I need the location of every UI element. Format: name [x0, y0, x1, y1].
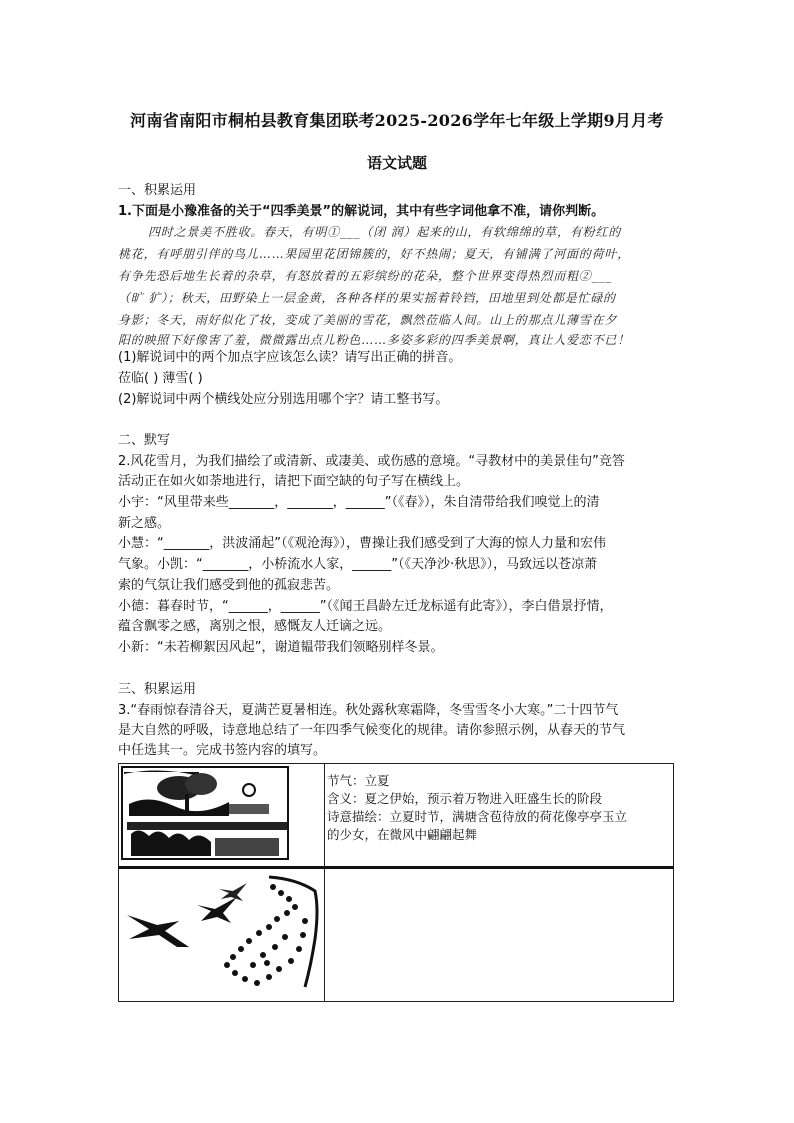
passage-line-4: （旷 犷）；秋天，田野染上一层金黄，各种各样的果实摇着铃铛，田地里到处都是忙碌的	[118, 291, 616, 305]
question-2-line-1: 2.风花雪月，为我们描绘了或清新、或凄美、或伤感的意境。“寻教材中的美景佳句”竞答	[118, 454, 625, 469]
landscape-woodcut-icon	[119, 764, 324, 862]
question-2-line-7: 索的气氛让我们感受到他的孤寂悲苦。	[118, 578, 340, 593]
question-2-line-6: 气象。小凯：“_______，小桥流水人家，______”（《天净沙·秋思》），马致远以苍凉萧	[118, 557, 598, 572]
section-heading-1: 一、积累运用	[118, 183, 197, 198]
spring-illustration	[119, 868, 325, 1002]
question-2-line-10: 小新：“未若柳絮因风起”，谢道韫带我们领略别样冬景。	[118, 640, 444, 655]
passage-line-3: 有争先恐后地生长着的杂草，有怒放着的五彩缤纷的花朵，整个世界变得热烈而粗②___	[118, 269, 613, 283]
question-2-line-8: 小德：暮春时节，“______，______”（《闻王昌龄左迁龙标遥有此寄》），李白借景抒情，	[118, 599, 613, 614]
question-2-line-3: 小宇：“风里带来些_______，_______，______”（《春》），朱自清带给我们嗅觉上的清	[118, 495, 600, 510]
bookmark-answer-area[interactable]	[325, 868, 674, 1002]
passage-line-1: 四时之景美不胜收。春天，有明①___（闭 润）起来的山，有软绵绵的草，有粉红的	[148, 225, 622, 239]
question-3-line-1: 3.“春雨惊春清谷天，夏满芒夏暑相连。秋处露秋寒霜降，冬雪雪冬小大寒。”二十四节气	[118, 703, 619, 718]
bookmark-example-text	[325, 764, 674, 868]
question-1-sub-2: (2)解说词中两个横线处应分别选用哪个字？请工整书写。	[118, 392, 449, 407]
question-3-line-2: 是大自然的呼吸，诗意地总结了一年四季气候变化的规律。请你参照示例，从春天的节气	[118, 723, 626, 738]
question-2-line-4: 新之感。	[118, 516, 171, 531]
question-1-prompt: 1.下面是小豫准备的关于“四季美景”的解说词，其中有些字词他拿不准，请你判断。	[118, 204, 605, 219]
bookmark-table	[118, 763, 674, 1002]
passage-line-2: 桃花，有呼朋引伴的鸟儿……果园里花团锦簇的，好不热闹；夏天，有铺满了河面的荷叶，	[118, 247, 631, 261]
solar-term-label: 节气：立夏	[327, 773, 390, 788]
passage-line-6: 阳的映照下好像害了羞，微微露出点儿粉色……多姿多彩的四季美景啊，真让人爱恋不已！	[118, 333, 631, 347]
exam-subtitle: 语文试题	[366, 154, 427, 172]
lixia-illustration	[119, 764, 325, 868]
question-3-line-3: 中任选其一。完成书签内容的填写。	[118, 743, 327, 758]
passage-line-5: 身影；冬天，雨好似化了妆，变成了美丽的雪花，飘然莅临人间。山上的那点儿薄雪在夕	[118, 313, 618, 327]
question-2-line-9: 蕴含飘零之感，离别之恨，感慨友人迁谪之远。	[118, 619, 392, 634]
question-2-line-5: 小慧：“_______，洪波涌起”（《观沧海》），曹操让我们感受到了大海的惊人力量和宏伟	[118, 536, 606, 551]
section-heading-3: 三、积累运用	[118, 682, 197, 697]
poetic-description-line-1: 诗意描绘：立夏时节，满塘含苞待放的荷花像亭亭玉立	[327, 809, 628, 824]
question-2-line-2: 活动正在如火如荼地进行，请把下面空缺的句子写在横线上。	[118, 474, 470, 489]
poetic-description-line-2: 的少女，在微风中翩翩起舞	[327, 827, 478, 842]
question-1-sub-1: (1)解说词中的两个加点字应该怎么读？请写出正确的拼音。	[118, 350, 462, 365]
section-heading-2: 二、默写	[118, 433, 171, 448]
pinyin-answer-blanks[interactable]: 莅临( ) 薄雪( )	[118, 371, 203, 386]
meaning-label: 含义：夏之伊始，预示着万物进入旺盛生长的阶段	[327, 791, 603, 806]
swallows-willow-icon	[119, 869, 324, 997]
exam-title: 河南省南阳市桐柏县教育集团联考2025-2026学年七年级上学期9月月考	[130, 111, 664, 130]
